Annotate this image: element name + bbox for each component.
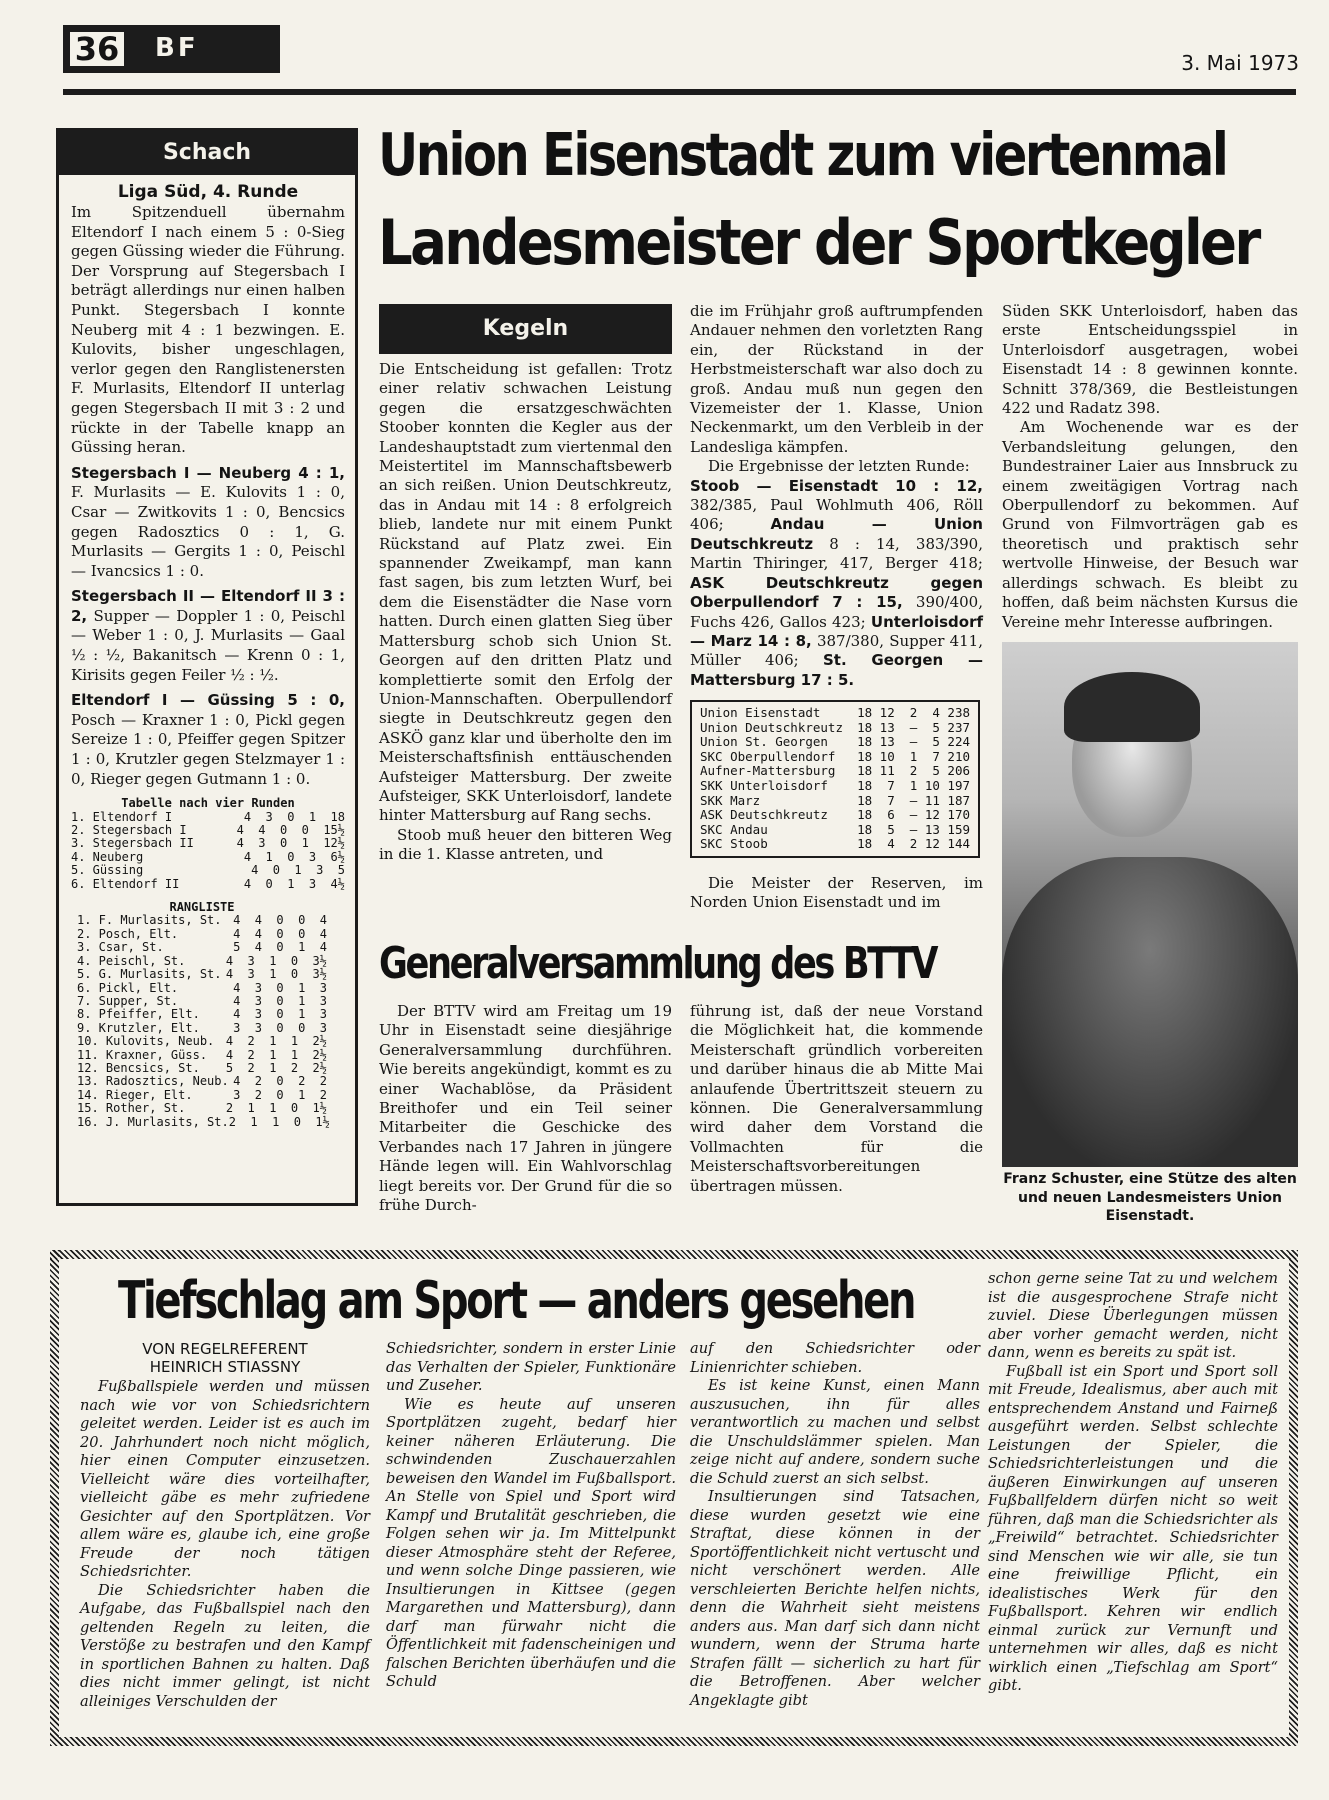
kegeln-table-row bbox=[700, 750, 970, 765]
schach-ranking-values: 4 2 1 1 2½ bbox=[225, 1047, 327, 1062]
schach-table-values: 4 3 0 1 12½ bbox=[236, 836, 345, 851]
schach-ranking-name: 15. Rother, St. bbox=[77, 1101, 186, 1116]
schach-ranking-values: 4 3 1 0 3½ bbox=[225, 953, 327, 968]
tiefschlag-border-top bbox=[50, 1250, 1298, 1259]
schach-ranking-row bbox=[77, 928, 327, 941]
schach-ranking-values: 4 2 1 1 2½ bbox=[225, 1034, 327, 1049]
schach-ranking-values: 4 3 0 1 3 bbox=[233, 1007, 327, 1022]
schach-table-row bbox=[71, 864, 345, 877]
kegeln-table-name: ASK Deutschkreutz bbox=[700, 807, 828, 823]
kegeln-col3-p1: Süden SKK Unterloisdorf, haben das erste Entscheidungsspiel in Unterloisdorf ausgetragen, wobei Eisenstadt 14 : 8 gewinnen konnte. Schnitt 378/369, die Bestleistungen 422 und Radatz 398. bbox=[1002, 302, 1298, 418]
kegeln-table-row bbox=[700, 837, 970, 852]
kegeln-col2-end bbox=[690, 874, 983, 913]
schach-ranking-values: 4 4 0 0 4 bbox=[233, 926, 327, 941]
kegeln-table-name: Union St. Georgen bbox=[700, 734, 828, 750]
kegeln-col1-p2: Stoob muß heuer den bitteren Weg in die 1. Klasse antreten, und bbox=[379, 825, 672, 864]
schach-ranking-name: 16. J. Murlasits, St. bbox=[77, 1114, 229, 1129]
kegeln-table-row bbox=[700, 721, 970, 736]
kegeln-table-values: 18 10 1 7 210 bbox=[857, 748, 970, 764]
schach-table-name: 4. Neuberg bbox=[71, 849, 144, 864]
schach-ranking-title: RANGLISTE bbox=[169, 900, 235, 915]
schach-ranking-row bbox=[77, 1089, 327, 1102]
schach-ranking-row bbox=[77, 1008, 327, 1021]
photo-body bbox=[1002, 857, 1298, 1167]
schach-intro: Im Spitzenduell übernahm Eltendorf I nach einem 5 : 0-Sieg gegen Güssing wieder die Führung. Der Vorsprung auf Stegersbach I beträgt allerdings nur einen halben Punkt. Stegersbach I konnte Neuberg mit 4 : 1 bezwingen. E. Kulovits, bisher ungeschlagen, verlor gegen den Ranglistenersten F. Murlasits, Eltendorf II unterlag gegen Stegersbach II mit 3 : 2 und rückte in der Tabelle knapp an Güssing heran. bbox=[71, 203, 345, 457]
kegeln-results bbox=[690, 477, 983, 690]
result-1-head: Stoob — Eisenstadt 10 : 12, bbox=[690, 476, 983, 495]
schach-ranking-name: 1. F. Murlasits, St. bbox=[77, 913, 222, 928]
schach-ranking-values: 4 4 0 0 4 bbox=[233, 913, 327, 928]
schach-table-values: 4 1 0 3 6½ bbox=[243, 849, 345, 864]
schach-ranking-name: 7. Supper, St. bbox=[77, 993, 179, 1008]
schach-ranking-row bbox=[77, 1035, 327, 1048]
tiefschlag-column-3 bbox=[690, 1340, 980, 1710]
schach-ranking-name: 12. Bencsics, St. bbox=[77, 1060, 200, 1075]
schach-ranking-values: 4 3 0 1 3 bbox=[233, 980, 327, 995]
schach-box bbox=[56, 128, 358, 1206]
schach-table-values: 4 0 1 3 5 bbox=[251, 863, 345, 878]
schach-ranking-row bbox=[77, 1102, 327, 1115]
schach-ranking-row bbox=[77, 955, 327, 968]
kegeln-col3-p2: Am Wochenende war es der Verbandsleitung gelungen, den Bundestrainer Laier aus Innsbruck zu einem zweitägigen Vortrag nach Oberpullendorf zu bekommen. Auf Grund von Filmvorträgen gab es theoretisch und praktisch sehr wertvolle Hinweise, der Besuch war allerdings schwach. Es bleibt zu hoffen, daß beim nächsten Kursus die Vereine mehr Interesse aufbringen. bbox=[1002, 418, 1298, 631]
schach-table-name: 3. Stegersbach II bbox=[71, 836, 194, 851]
result-5-head: St. Georgen — Mattersburg 17 : 5. bbox=[690, 651, 983, 689]
schach-ranking-row bbox=[77, 968, 327, 981]
schach-table-name: 2. Stegersbach I bbox=[71, 823, 187, 838]
schach-ranking-row bbox=[77, 995, 327, 1008]
schach-ranking-values: 2 1 1 0 1½ bbox=[225, 1101, 327, 1116]
schach-text bbox=[71, 203, 345, 789]
bttv-headline: Generalversammlung des BTTV bbox=[379, 938, 937, 989]
kegeln-table bbox=[690, 700, 980, 858]
result-3-text: 390/400, Fuchs 426, Gallos 423; bbox=[690, 593, 983, 631]
bttv-col1-text: Der BTTV wird am Freitag um 19 Uhr in Eisenstadt seine diesjährige Generalversammlung durchführen. Wie bereits angekündigt, kommt es zu einer Wachablöse, da Präsident Breithofer und ein Teil seiner Mitarbeiter die Geschicke des Verbandes nach 17 Jahren in jüngere Hände legen will. Ein Wahlvorschlag liegt bereits vor. Der Grund für die so frühe Durch- bbox=[379, 1002, 672, 1215]
schach-match-3 bbox=[71, 691, 345, 789]
schach-ranking-values: 4 3 1 0 3½ bbox=[225, 967, 327, 982]
schach-ranking-row bbox=[77, 1049, 327, 1062]
kegeln-table-values: 18 12 2 4 238 bbox=[857, 705, 970, 720]
kegeln-table-values: 18 5 — 13 159 bbox=[857, 821, 970, 837]
schach-table-values: 4 3 0 1 18 bbox=[243, 809, 345, 824]
schach-match-1-head: Stegersbach I — Neuberg 4 : 1, bbox=[71, 463, 345, 482]
schach-ranking-name: 13. Radosztics, Neub. bbox=[77, 1074, 229, 1089]
schach-label: Schach bbox=[59, 131, 355, 175]
schach-table-name: 5. Güssing bbox=[71, 863, 144, 878]
schach-ranking-values: 4 3 0 1 3 bbox=[233, 993, 327, 1008]
kegeln-headline-2: Landesmeister der Sportkegler bbox=[378, 206, 1259, 279]
schach-ranking-values: 5 2 1 2 2½ bbox=[225, 1060, 327, 1075]
kegeln-column-3 bbox=[1002, 302, 1298, 632]
kegeln-table-name: Union Deutschkreutz bbox=[700, 719, 843, 735]
kegeln-table-values: 18 6 — 12 170 bbox=[857, 807, 970, 823]
schach-table-name: 1. Eltendorf I bbox=[71, 809, 173, 824]
kegeln-col2-p1: die im Frühjahr groß auftrumpfenden Andauer nehmen den vorletzten Rang ein, der Rückstand in der Herbstmeisterschaft war also doch zu groß. Andau muß nun gegen den Vizemeister der 1. Klasse, Union Neckenmarkt, um den Verbleib in der Landesliga kämpfen. bbox=[690, 302, 983, 456]
schach-ranking-row bbox=[77, 914, 327, 927]
bttv-col2-text: führung ist, daß der neue Vorstand die Möglichkeit hat, die kommende Meisterschaft gründlich vorbereiten und darüber hinaus die ab Mitte Mai anlaufende Übertrittszeit steuern zu können. Die Generalversammlung wird daher dem Vorstand die Vollmachten für die Meisterschaftsvorbereitungen übertragen müssen. bbox=[690, 1002, 983, 1195]
schach-ranking-values: 2 1 1 0 1½ bbox=[228, 1114, 330, 1129]
schach-table-row bbox=[71, 824, 345, 837]
schach-ranking-name: 10. Kulovits, Neub. bbox=[77, 1034, 215, 1049]
schach-ranking bbox=[71, 901, 345, 1129]
tiefschlag-border-right bbox=[1289, 1250, 1298, 1746]
tiefschlag-col2-p2: Wie es heute auf unseren Sportplätzen zugeht, bedarf hier keiner näheren Erläuterung. Die schwindenden Zuschauerzahlen beweisen den Wandel im Fußballsport. An Stelle von Spiel und Sport wird Kampf und Brutalität geschrieben, die Folgen sehen wir ja. Im Mittelpunkt dieser Atmosphäre steht der Referee, und wenn solche Dinge passieren, wie Insultierungen in Kittsee (gegen Margarethen und Mattersburg), dann darf man fürwahr nicht die Öffentlichkeit mit fadenscheinigen und falschen Berichten überhäufen und die Schuld bbox=[386, 1395, 676, 1690]
page-number: 36 bbox=[67, 29, 127, 69]
schach-table-row bbox=[71, 851, 345, 864]
schach-ranking-row bbox=[77, 982, 327, 995]
schach-match-3-head: Eltendorf I — Güssing 5 : 0, bbox=[71, 691, 345, 710]
bttv-column-1 bbox=[379, 1002, 672, 1215]
result-2-text: 8 : 14, 383/390, Martin Thiringer, 417, Berger 418; bbox=[690, 534, 983, 573]
kegeln-table-values: 18 7 1 10 197 bbox=[857, 777, 970, 793]
schach-ranking-row bbox=[77, 941, 327, 954]
kegeln-table-name: SKK Marz bbox=[700, 792, 761, 808]
tiefschlag-col3-p3: Insultierungen sind Tatsachen, diese wurden gesetzt wie eine Straftat, diese können in der Sportöffentlichkeit nicht vertuscht und nicht verschönert werden. Alle verschleierten Berichte helfen nichts, denn die Wahrheit sieht meistens anders aus. Man darf sich dann nicht wundern, wenn der Struma harte Strafen fällt — sicherlich zu hart für die Betroffenen. Aber welcher Angeklagte gibt bbox=[690, 1488, 980, 1709]
schach-table bbox=[71, 797, 345, 891]
schach-table-name: 6. Eltendorf II bbox=[71, 876, 180, 891]
section-label: BF bbox=[155, 33, 199, 63]
schach-match-1-text: F. Murlasits — E. Kulovits 1 : 0, Csar — Zwitkovits 1 : 0, Bencsics gegen Radosztics 0 : 1, G. Murlasits — Gergits 1 : 0, Peischl — Ivancsics 1 : 0. bbox=[71, 483, 345, 580]
schach-ranking-name: 8. Pfeiffer, Elt. bbox=[77, 1007, 200, 1022]
kegeln-table-name: SKC Oberpullendorf bbox=[700, 748, 836, 764]
kegeln-table-row bbox=[700, 794, 970, 809]
schach-ranking-values: 5 4 0 1 4 bbox=[233, 940, 327, 955]
schach-match-2 bbox=[71, 587, 345, 685]
schach-ranking-values: 3 2 0 1 2 bbox=[233, 1087, 327, 1102]
tiefschlag-col1-p2: Die Schiedsrichter haben die Aufgabe, das Fußballspiel nach den geltenden Regeln zu leiten, die Verstöße zu bestrafen und den Kampf in sportlichen Bahnen zu halten. Daß dies nicht immer gelingt, ist nicht alleiniges Verschulden der bbox=[80, 1581, 370, 1710]
kegeln-table-row bbox=[700, 779, 970, 794]
schach-ranking-row bbox=[77, 1062, 327, 1075]
tiefschlag-headline: Tiefschlag am Sport — anders gesehen bbox=[118, 1271, 915, 1331]
schach-table-values: 4 4 0 0 15½ bbox=[236, 823, 345, 838]
schach-ranking-values: 4 2 0 2 2 bbox=[233, 1074, 327, 1089]
result-1-text: 382/385, Paul Wohlmuth 406, Röll 406; bbox=[690, 496, 983, 534]
kegeln-col1-p1: Die Entscheidung ist gefallen: Trotz einer relativ schwachen Leistung gegen die ersatzgeschwächten Stoober konnten die Kegler aus der Landeshauptstadt zum viertenmal den Meistertitel im Mannschaftsbewerb an sich reißen. Union Deutschkreutz, das in Andau mit 14 : 8 erfolgreich blieb, landete nur mit einem Punkt Rückstand auf Platz zwei. Ein spannender Zweikampf, man kann fast sagen, bis zum letzten Wurf, bei dem die Eisenstädter die Nase vorn hatten. Durch einen glatten Sieg über Mattersburg schob sich Union St. Georgen auf den dritten Platz und komplettierte somit den Erfolg der Union-Mannschaften. Oberpullendorf siegte in Deutschkreutz gegen den ASKÖ ganz klar und überholte den im Meisterschaftsfinish enttäuschenden Aufsteiger Mattersburg. Der zweite Aufsteiger, SKK Unterloisdorf, landete hinter Mattersburg auf Rang sechs. bbox=[379, 360, 673, 825]
tiefschlag-col4-p1: schon gerne seine Tat zu und welchem ist die ausgesprochene Strafe nicht zuviel. Diese Überlegungen müssen aber vorher gemacht werden, nicht dann, wenn es bereits zu spät ist. bbox=[988, 1270, 1278, 1361]
tiefschlag-border-left bbox=[50, 1250, 59, 1746]
kegeln-table-name: SKC Andau bbox=[700, 821, 768, 837]
kegeln-table-row bbox=[700, 808, 970, 823]
kegeln-table-name: Aufner-Mattersburg bbox=[700, 763, 836, 779]
kegeln-table-name: SKK Unterloisdorf bbox=[700, 777, 828, 793]
byline-line-2: HEINRICH STIASSNY bbox=[149, 1358, 301, 1376]
result-4-text: 387/380, Supper 411, Müller 406; bbox=[690, 631, 983, 670]
schach-subhead: Liga Süd, 4. Runde bbox=[117, 182, 299, 202]
kegeln-col2-p2: Die Ergebnisse der letzten Runde: bbox=[708, 457, 970, 476]
schach-table-row bbox=[71, 837, 345, 850]
schach-table-title: Tabelle nach vier Runden bbox=[121, 796, 295, 811]
schach-ranking-name: 11. Kraxner, Güss. bbox=[77, 1047, 208, 1062]
tiefschlag-border-bottom bbox=[50, 1737, 1298, 1746]
byline-line-1: VON REGELREFERENT bbox=[142, 1340, 308, 1358]
kegeln-label: Kegeln bbox=[379, 304, 672, 354]
issue-date: 3. Mai 1973 bbox=[1181, 51, 1299, 75]
schach-ranking-row bbox=[77, 1075, 327, 1088]
tiefschlag-column-2 bbox=[386, 1340, 676, 1692]
kegeln-table-values: 18 13 — 5 224 bbox=[857, 734, 970, 750]
kegeln-table-values: 18 4 2 12 144 bbox=[857, 836, 970, 852]
schach-match-1 bbox=[71, 464, 345, 582]
tiefschlag-col1-p1: Fußballspiele werden und müssen nach wie vor von Schiedsrichtern geleitet werden. Leider ist es auch im 20. Jahrhundert noch nicht möglich, hier einen Computer einzusetzen. Vielleicht wäre dies vorteilhafter, vielleicht gäbe es mehr zufriedene Gesichter auf den Sportplätzen. Vor allem wäre es, glaube ich, eine große Freude der noch tätigen Schiedsrichter. bbox=[80, 1378, 370, 1580]
schach-table-row bbox=[71, 811, 345, 824]
kegeln-col2-p3: Die Meister der Reserven, im Norden Union Eisenstadt und im bbox=[690, 874, 983, 912]
schach-match-2-head: Stegersbach II — Eltendorf II 3 : 2, bbox=[71, 587, 345, 625]
photo-caption: Franz Schuster, eine Stütze des alten und neuen Landesmeisters Union Eisenstadt. bbox=[1003, 1171, 1297, 1224]
kegeln-table-row bbox=[700, 735, 970, 750]
kegeln-table-row bbox=[700, 823, 970, 838]
schach-ranking-row bbox=[77, 1022, 327, 1035]
schach-table-row bbox=[71, 878, 345, 891]
schach-ranking-name: 2. Posch, Elt. bbox=[77, 926, 179, 941]
kegeln-headline-1: Union Eisenstadt zum viertenmal bbox=[378, 120, 1227, 189]
player-photo bbox=[1002, 642, 1298, 1167]
schach-ranking-name: 3. Csar, St. bbox=[77, 940, 164, 955]
kegeln-table-name: Union Eisenstadt bbox=[700, 705, 821, 720]
result-2-head: Andau — Union Deutschkreutz bbox=[690, 515, 983, 553]
tiefschlag-column-4 bbox=[988, 1270, 1278, 1696]
schach-match-2-text: Supper — Doppler 1 : 0, Peischl — Weber 1 : 0, J. Murlasits — Gaal ½ : ½, Bakanitsch — Krenn 0 : 1, Kirisits gegen Feiler ½ : ½. bbox=[71, 606, 345, 684]
kegeln-table-name: SKC Stoob bbox=[700, 836, 768, 852]
kegeln-table-values: 18 13 — 5 237 bbox=[857, 719, 970, 735]
schach-ranking-row bbox=[77, 1114, 330, 1129]
schach-ranking-name: 14. Rieger, Elt. bbox=[77, 1087, 193, 1102]
kegeln-table-values: 18 7 — 11 187 bbox=[857, 792, 970, 808]
tiefschlag-col3-p1: auf den Schiedsrichter oder Linienrichter schieben. bbox=[690, 1340, 980, 1376]
schach-ranking-values: 3 3 0 0 3 bbox=[233, 1020, 327, 1035]
kegeln-table-row bbox=[700, 706, 970, 721]
schach-ranking-name: 5. G. Murlasits, St. bbox=[77, 967, 222, 982]
schach-table-values: 4 0 1 3 4½ bbox=[243, 876, 345, 891]
tiefschlag-col2-p1: Schiedsrichter, sondern in erster Linie das Verhalten der Spieler, Funktionäre und Zuseher. bbox=[386, 1340, 676, 1394]
tiefschlag-col4-p2: Fußball ist ein Sport und Sport soll mit Freude, Idealismus, aber auch mit entsprechendem Anstand und Fairneß ausgeführt werden. Selbst schlechte Leistungen der Spieler, die Schiedsrichterleistungen und die äußeren Einwirkungen auf unseren Fußballfeldern dürfen nicht so weit führen, daß man die Schiedsrichter als „Freiwild“ betrachtet. Schiedsrichter sind Menschen wie wir alle, sie tun eine freiwillige Pflicht, ein idealistisches Werk für den Fußballsport. Kehren wir endlich einmal zurück zur Vernunft und unternehmen wir alles, daß es nicht wirklich einen „Tiefschlag am Sport“ gibt. bbox=[988, 1362, 1278, 1694]
result-3-head: ASK Deutschkreutz gegen Oberpullendorf 7 : 15, bbox=[690, 573, 983, 612]
tiefschlag-column-1 bbox=[80, 1378, 370, 1711]
kegeln-column-1 bbox=[379, 360, 672, 865]
schach-ranking-name: 6. Pickl, Elt. bbox=[77, 980, 179, 995]
header-rule bbox=[63, 89, 1296, 95]
kegeln-column-2 bbox=[690, 302, 983, 690]
kegeln-table-row bbox=[700, 764, 970, 779]
schach-ranking-name: 4. Peischl, St. bbox=[77, 953, 186, 968]
result-4-head: Unterloisdorf — Marz 14 : 8, bbox=[690, 612, 983, 650]
schach-ranking-name: 9. Krutzler, Elt. bbox=[77, 1020, 200, 1035]
kegeln-table-values: 18 11 2 5 206 bbox=[857, 763, 970, 779]
schach-match-3-text: Posch — Kraxner 1 : 0, Pickl gegen Sereize 1 : 0, Pfeiffer gegen Spitzer 1 : 0, Krutzler gegen Stelzmayer 1 : 0, Rieger gegen Gutmann 1 : 0. bbox=[71, 710, 345, 788]
tiefschlag-col3-p2: Es ist keine Kunst, einen Mann auszusuchen, ihn für alles verantwortlich zu machen und selbst die Unschuldslämmer spielen. Man zeige nicht auf andere, sondern suche die Schuld zuerst an sich selbst. bbox=[690, 1377, 980, 1487]
bttv-column-2 bbox=[690, 1002, 983, 1196]
photo-hair bbox=[1064, 672, 1200, 742]
tiefschlag-byline bbox=[80, 1340, 370, 1376]
